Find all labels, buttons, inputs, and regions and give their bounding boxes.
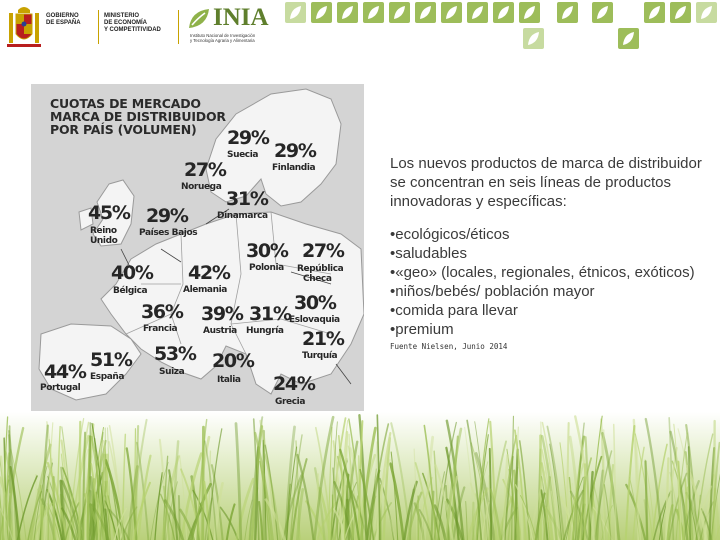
country-name: Turquía	[302, 351, 338, 361]
country-name: Noruega	[181, 182, 222, 192]
country-name: Austria	[203, 326, 237, 336]
country-name: Checa	[303, 274, 332, 284]
list-item: •«geo» (locales, regionales, étnicos, exóticos)	[390, 264, 695, 281]
share-value: 36%	[141, 301, 183, 323]
decorative-leaf-tiles	[285, 0, 720, 56]
share-value: 29%	[227, 127, 269, 149]
country-name: Dinamarca	[217, 211, 268, 221]
country-name: Alemania	[183, 285, 227, 295]
slide-text	[390, 154, 720, 351]
share-value: 31%	[226, 188, 268, 210]
list-item: •saludables	[390, 245, 467, 262]
grass-background-image	[0, 412, 720, 540]
country-name: Hungría	[246, 326, 284, 336]
country-name: Países Bajos	[139, 228, 198, 238]
share-value: 30%	[294, 292, 336, 314]
header-divider	[98, 10, 99, 44]
share-value: 20%	[212, 350, 254, 372]
source-note: Fuente Nielsen, Junio 2014	[390, 342, 508, 351]
country-name: Eslovaquia	[289, 315, 340, 325]
share-value: 29%	[274, 140, 316, 162]
share-value: 53%	[154, 343, 196, 365]
share-value: 45%	[88, 202, 130, 224]
country-name: Suecia	[227, 150, 259, 160]
ministry-label: MINISTERIO DE ECONOMÍA Y COMPETITIVIDAD	[104, 13, 161, 33]
country-name: Portugal	[40, 383, 81, 393]
list-item: •niños/bebés/ población mayor	[390, 283, 595, 300]
share-value: 29%	[146, 205, 188, 227]
country-name: Unido	[90, 236, 118, 246]
country-name: Bélgica	[113, 286, 148, 296]
spain-coat-of-arms-icon	[6, 4, 42, 50]
country-name: España	[90, 372, 125, 382]
list-item: •comida para llevar	[390, 302, 518, 319]
header-divider	[178, 10, 179, 44]
share-value: 39%	[201, 303, 243, 325]
share-value: 27%	[184, 159, 226, 181]
share-value: 30%	[246, 240, 288, 262]
product-line-list	[390, 225, 720, 339]
country-name: Italia	[217, 375, 241, 385]
intro-paragraph: Los nuevos productos de marca de distribuidor se concentran en seis líneas de productos innovadoras y específicas:	[390, 155, 702, 210]
header	[0, 0, 720, 56]
map-title: CUOTAS DE MERCADO MARCA DE DISTRIBUIDOR POR PAÍS (VOLUMEN)	[50, 96, 226, 137]
country-name: Reino	[90, 226, 117, 236]
country-name: Finlandia	[272, 163, 316, 173]
inia-leaf-icon	[186, 6, 212, 32]
country-name: Suiza	[159, 367, 185, 377]
share-value: 24%	[273, 373, 315, 395]
share-value: 51%	[90, 349, 132, 371]
country-name: Francia	[143, 324, 178, 334]
inia-subtitle: Instituto Nacional de Investigación y Tecnología Agraria y Alimentaria	[190, 33, 256, 43]
list-item: •premium	[390, 321, 454, 338]
share-value: 44%	[44, 361, 86, 383]
market-share-map	[31, 84, 364, 411]
list-item: •ecológicos/éticos	[390, 226, 510, 243]
share-value: 21%	[302, 328, 344, 350]
country-name: República	[297, 264, 344, 274]
share-value: 27%	[302, 240, 344, 262]
share-value: 40%	[111, 262, 153, 284]
government-label: GOBIERNO DE ESPAÑA	[46, 13, 81, 26]
inia-logo-text: INIA	[213, 4, 269, 31]
country-name: Polonia	[249, 263, 284, 273]
share-value: 42%	[188, 262, 230, 284]
share-value: 31%	[249, 303, 291, 325]
country-name: Grecia	[275, 397, 306, 407]
